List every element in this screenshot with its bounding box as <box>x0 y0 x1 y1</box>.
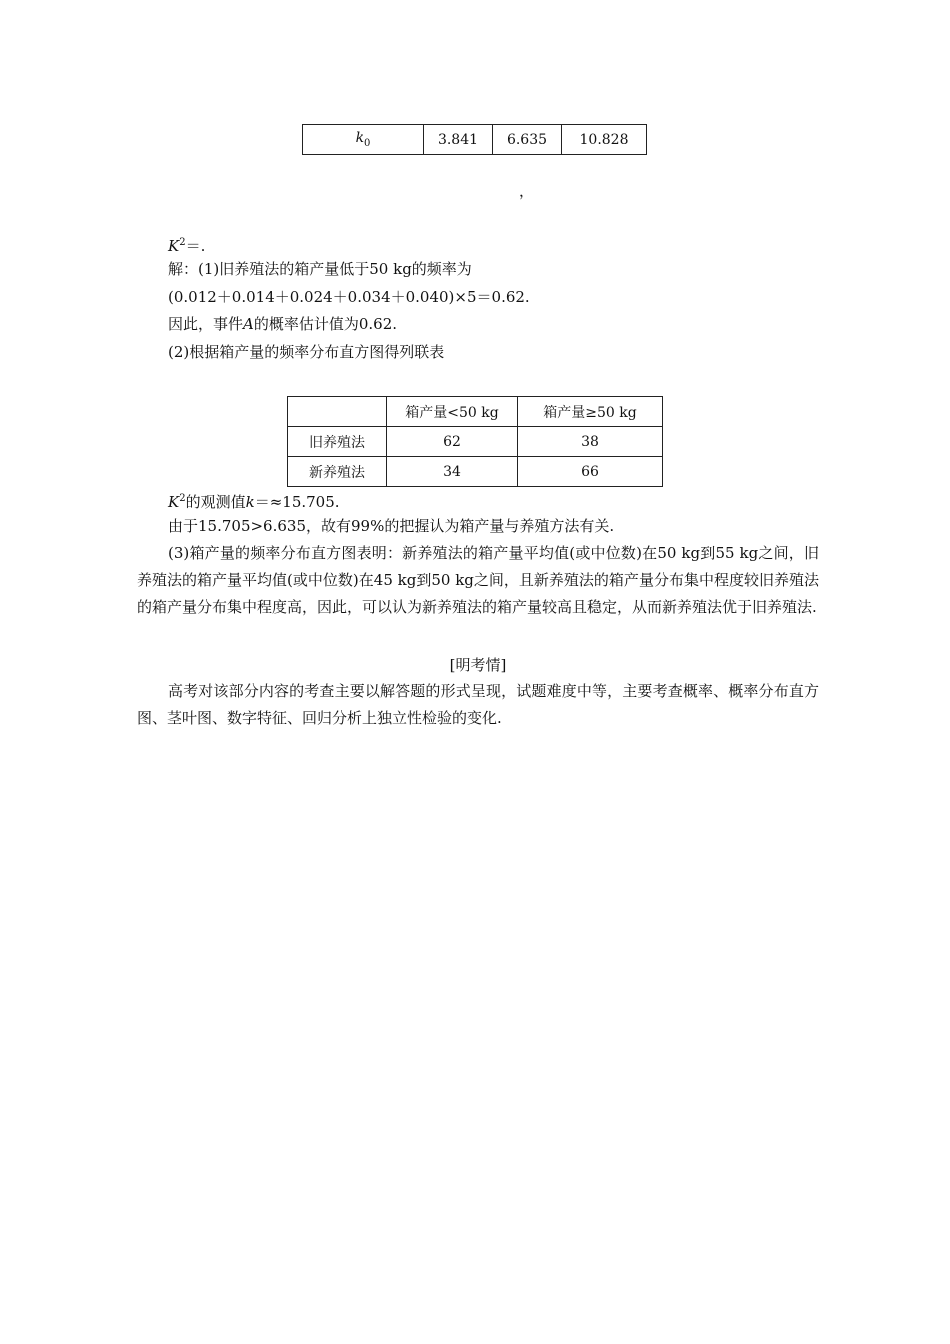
table-row <box>288 427 663 457</box>
table-row <box>303 125 647 155</box>
solution-line-2: (0.012＋0.014＋0.024＋0.034＋0.040)×5＝0.62. <box>168 288 530 306</box>
conclusion-line: 由于15.705>6.635，故有99%的把握认为箱产量与养殖方法有关. <box>168 517 615 535</box>
table-cell: 旧养殖法 <box>288 427 387 457</box>
k-subscript: 0 <box>364 137 371 149</box>
table-cell: 6.635 <box>493 125 562 155</box>
text-span: ＝≈15.705. <box>254 493 340 511</box>
event-variable: A <box>243 315 254 333</box>
exam-paragraph: 高考对该部分内容的考查主要以解答题的形式呈现，试题难度中等，主要考查概率、概率分布直方图、茎叶图、数字特征、回归分析上独立性检验的变化. <box>137 682 819 727</box>
observation-line <box>168 488 340 513</box>
table-header-cell: 箱产量≥50 kg <box>518 397 663 427</box>
table-cell: 34 <box>387 457 518 487</box>
k-symbol: K <box>168 237 180 255</box>
comma-mark: ， <box>519 182 535 200</box>
table-row <box>288 397 663 427</box>
text-span: 的概率估计值为0.62. <box>253 315 398 333</box>
solution-line-3 <box>168 313 397 335</box>
table-cell: 新养殖法 <box>288 457 387 487</box>
text-span: 的观测值 <box>185 493 246 511</box>
table-cell: 66 <box>518 457 663 487</box>
section-title: [明考情] <box>449 656 507 674</box>
superscript: 2 <box>179 493 186 504</box>
part3-paragraph: (3)箱产量的频率分布直方图表明：新养殖法的箱产量平均值(或中位数)在50 kg到55 kg之间，旧养殖法的箱产量平均值(或中位数)在45 kg到50 kg之间，且新养殖法的箱产量分布集中程度较旧养殖法的箱产量分布集中程度高，因此，可以认为新养殖法的箱产量较高且稳定，从而新养殖法优于旧养殖法. <box>137 544 819 616</box>
table-header-cell <box>288 397 387 427</box>
table-header-cell: 箱产量<50 kg <box>387 397 518 427</box>
k-symbol: k <box>355 130 365 147</box>
table-cell: 3.841 <box>424 125 493 155</box>
solution-line-4: (2)根据箱产量的频率分布直方图得列联表 <box>168 343 445 361</box>
critical-value-table <box>302 124 647 155</box>
k-variable: k <box>245 493 255 511</box>
table-row <box>288 457 663 487</box>
table-cell: 62 <box>387 427 518 457</box>
superscript: 2 <box>179 237 186 248</box>
contingency-table <box>287 396 663 487</box>
table-cell <box>303 125 424 155</box>
table-cell: 38 <box>518 427 663 457</box>
formula-rest: ＝. <box>185 237 206 255</box>
text-span: 因此，事件 <box>168 315 244 333</box>
k-symbol: K <box>168 493 180 511</box>
solution-line-1: 解：(1)旧养殖法的箱产量低于50 kg的频率为 <box>168 260 472 278</box>
table-cell: 10.828 <box>562 125 647 155</box>
formula-line <box>168 232 205 257</box>
